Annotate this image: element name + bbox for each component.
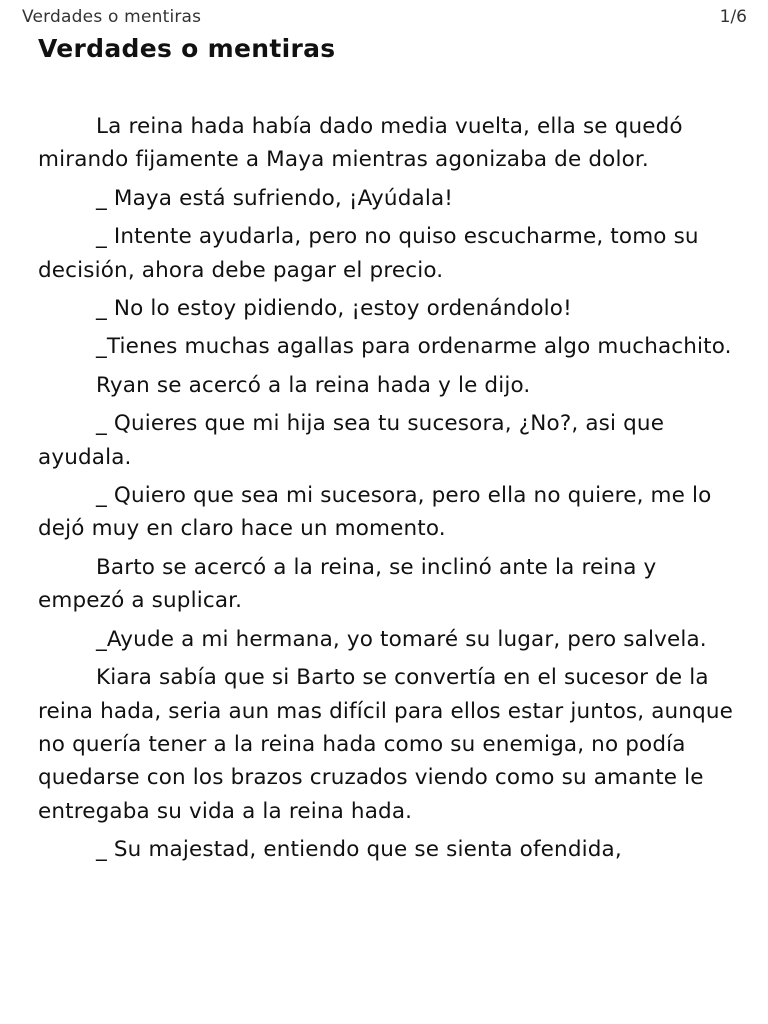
paragraph: _ Su majestad, entiendo que se sienta ofendida, — [96, 837, 622, 863]
running-title: Verdades o mentiras — [22, 7, 202, 27]
paragraph: _Tienes muchas agallas para ordenarme algo muchachito. — [96, 334, 732, 360]
paragraph: _Ayude a mi hermana, yo tomaré su lugar, pero salvela. — [96, 626, 707, 652]
paragraph: _ No lo estoy pidiendo, ¡estoy ordenándolo! — [96, 296, 572, 322]
page-indicator: 1/6 — [719, 7, 747, 27]
paragraph: _ Quieres que mi hija sea tu sucesora, ¿No?, asi que ayudala. — [38, 411, 665, 470]
paragraph: Kiara sabía que si Barto se convertía en el sucesor de la reina hada, seria aun mas difícil para ellos estar juntos, aunque no quería tener a la reina hada como su enemiga, no podía quedarse con los brazos cruzados viendo como su amante le entregaba su vida a la reina hada. — [38, 665, 734, 824]
paragraph: Barto se acercó a la reina, se inclinó ante la reina y empezó a suplicar. — [38, 554, 657, 614]
chapter-body — [38, 110, 738, 872]
reader-header — [0, 0, 768, 34]
chapter-title: Verdades o mentiras — [38, 34, 336, 63]
paragraph: _ Intente ayudarla, pero no quiso escucharme, tomo su decisión, ahora debe pagar el precio. — [38, 224, 699, 283]
paragraph: _ Maya está sufriendo, ¡Ayúdala! — [96, 185, 454, 211]
paragraph: La reina hada había dado media vuelta, ella se quedó mirando fijamente a Maya mientras agonizaba de dolor. — [38, 114, 683, 173]
paragraph: Ryan se acercó a la reina hada y le dijo. — [96, 372, 531, 398]
paragraph: _ Quiero que sea mi sucesora, pero ella no quiere, me lo dejó muy en claro hace un momento. — [38, 483, 712, 542]
